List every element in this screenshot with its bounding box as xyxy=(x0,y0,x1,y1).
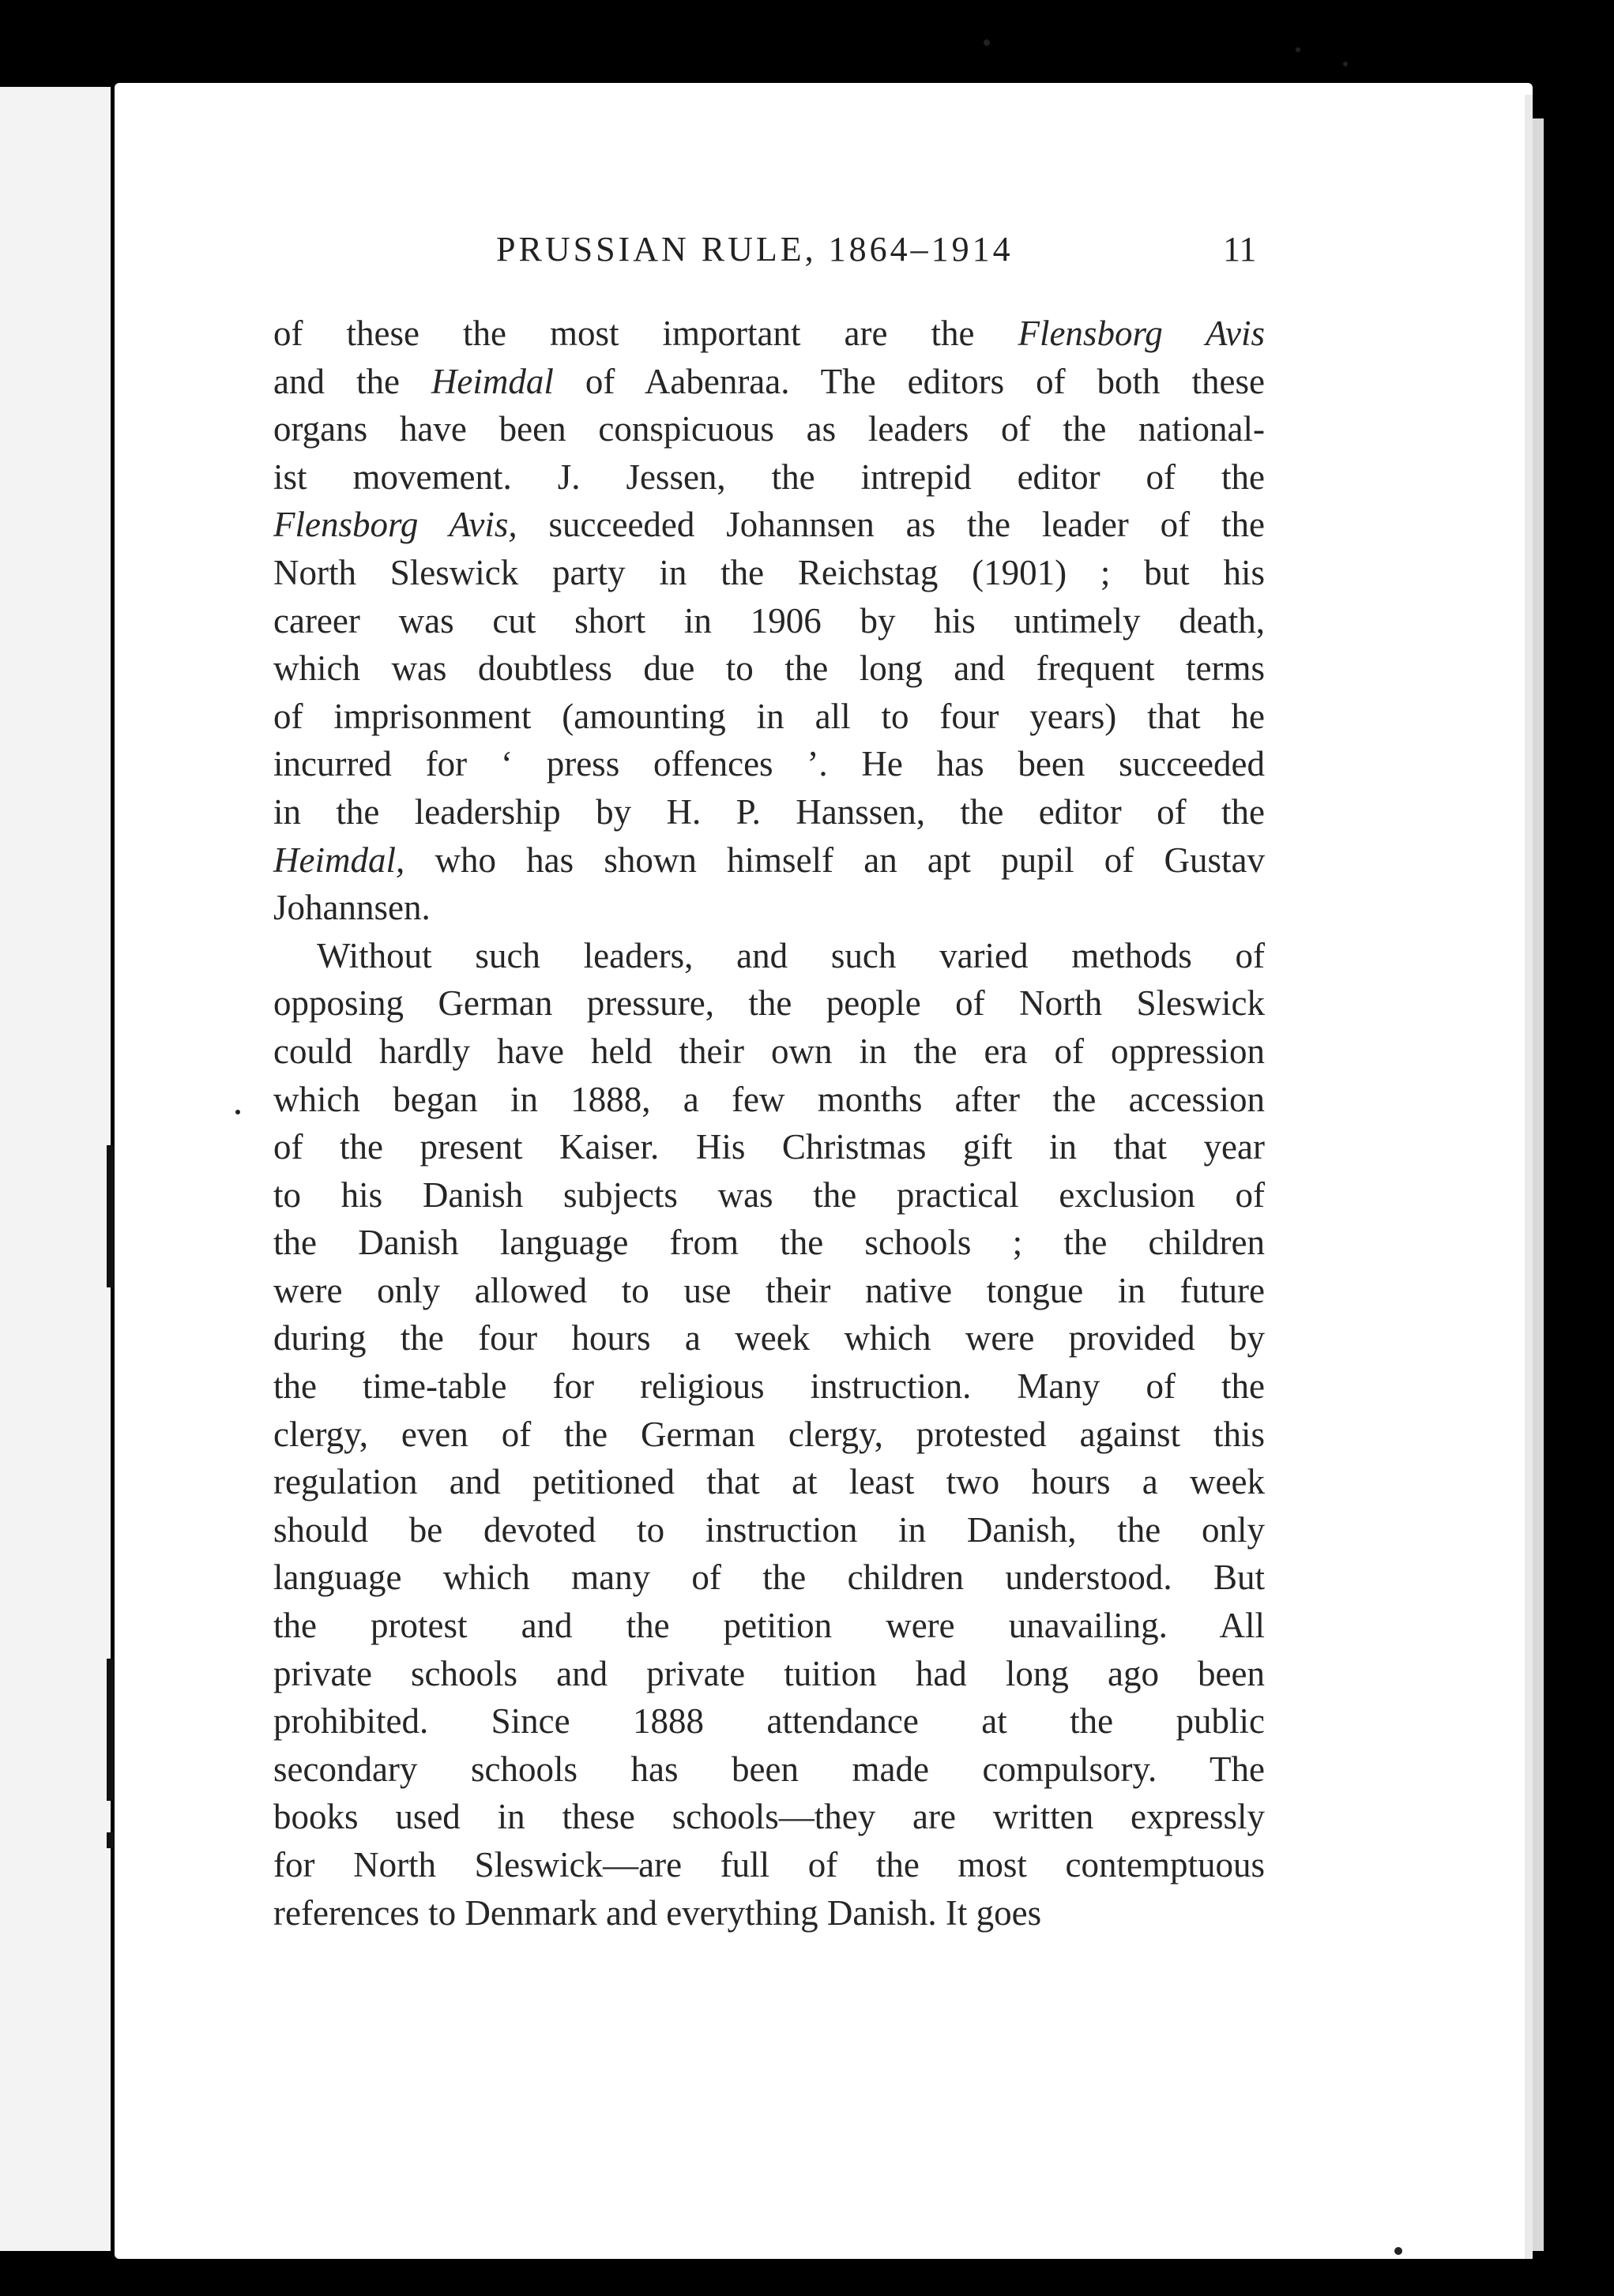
text-run: private schools and private tuition had long ago been xyxy=(273,1653,1265,1693)
text-line xyxy=(273,1362,1265,1411)
text-run: secondary schools has been made compulsory. The xyxy=(273,1749,1265,1789)
text-line xyxy=(273,1171,1265,1219)
text-run: books used in these schools—they are written expressly xyxy=(273,1797,1265,1837)
scan-speck xyxy=(1394,2247,1402,2255)
text-line xyxy=(273,597,1265,645)
text-line xyxy=(273,1602,1265,1650)
text-run: could hardly have held their own in the era of oppression xyxy=(273,1031,1265,1071)
text-run: who has shown himself an apt pupil of Gustav xyxy=(404,840,1265,880)
scan-speck xyxy=(1296,47,1300,52)
text-run: were only allowed to use their native tongue in future xyxy=(273,1270,1265,1310)
facing-page-edge xyxy=(0,87,111,2251)
text-line xyxy=(273,932,1265,980)
text-line xyxy=(273,884,1265,932)
text-run: the time-table for religious instruction. Many of the xyxy=(273,1366,1265,1407)
text-run: Without such leaders, and such varied methods of xyxy=(317,935,1265,975)
text-line xyxy=(273,405,1265,453)
text-run: the Danish language from the schools ; the children xyxy=(273,1223,1265,1263)
text-run: to his Danish subjects was the practical exclusion of xyxy=(273,1174,1265,1215)
text-run: the protest and the petition were unavailing. All xyxy=(273,1606,1265,1646)
text-run: organs have been conspicuous as leaders of the national- xyxy=(273,409,1265,449)
scan-speck xyxy=(235,1110,240,1114)
text-line xyxy=(273,788,1265,836)
text-run: during the four hours a week which were provided by xyxy=(273,1318,1265,1358)
text-line xyxy=(273,1411,1265,1459)
text-run: for North Sleswick—are full of the most contemptuous xyxy=(273,1845,1265,1885)
text-run: of these the most important are the xyxy=(273,314,1018,353)
body-text xyxy=(273,310,1265,1937)
text-line xyxy=(273,358,1265,406)
text-run: North Sleswick party in the Reichstag (1901) ; but his xyxy=(273,552,1265,592)
text-run: clergy, even of the German clergy, protested against this xyxy=(273,1414,1265,1454)
text-line xyxy=(273,1028,1265,1076)
text-line xyxy=(273,1841,1265,1889)
text-run: Johannsen. xyxy=(273,888,431,928)
text-run: opposing German pressure, the people of North Sleswick xyxy=(273,983,1265,1024)
text-run: career was cut short in 1906 by his untimely death, xyxy=(273,600,1265,641)
text-run: regulation and petitioned that at least two hours a week xyxy=(273,1462,1265,1502)
text-line xyxy=(273,836,1265,885)
text-line xyxy=(273,1314,1265,1362)
text-line xyxy=(273,1506,1265,1554)
text-line xyxy=(273,979,1265,1028)
text-run: prohibited. Since 1888 attendance at the public xyxy=(273,1701,1265,1742)
text-line xyxy=(273,453,1265,502)
text-line xyxy=(273,644,1265,693)
text-line xyxy=(273,1554,1265,1602)
text-run: of the present Kaiser. His Christmas gift in that year xyxy=(273,1127,1265,1167)
text-run: language which many of the children understood. But xyxy=(273,1558,1265,1598)
scan-speck xyxy=(984,39,990,46)
text-run: in the leadership by H. P. Hanssen, the editor of the xyxy=(273,791,1265,832)
page-number: 11 xyxy=(1223,230,1257,269)
text-line xyxy=(273,1745,1265,1794)
text-line xyxy=(273,1267,1265,1315)
text-line xyxy=(273,1219,1265,1267)
text-line xyxy=(273,1458,1265,1506)
text-line xyxy=(273,740,1265,788)
page-stack-edge xyxy=(1525,95,1533,2259)
scan-speck xyxy=(1343,62,1348,66)
text-run: ist movement. J. Jessen, the intrepid editor of the xyxy=(273,457,1265,497)
text-line xyxy=(273,501,1265,549)
italic-title: Heimdal xyxy=(431,361,554,401)
text-line xyxy=(273,1076,1265,1124)
gutter-mark xyxy=(107,1145,114,1287)
text-line xyxy=(273,1650,1265,1698)
text-run: which began in 1888, a few months after the accession xyxy=(273,1079,1265,1119)
running-head: PRUSSIAN RULE, 1864–1914 xyxy=(496,230,1014,269)
text-run: of imprisonment (amounting in all to four years) that he xyxy=(273,696,1265,736)
gutter-mark xyxy=(107,1659,114,1801)
text-run: of Aabenraa. The editors of both these xyxy=(553,361,1265,401)
text-run: references to Denmark and everything Danish. It goes xyxy=(273,1892,1042,1933)
text-run: should be devoted to instruction in Danish, the only xyxy=(273,1509,1265,1550)
italic-title: Heimdal, xyxy=(273,840,405,880)
text-run: incurred for ‘ press offences ’. He has been succeeded xyxy=(273,744,1265,784)
italic-title: Flensborg Avis, xyxy=(273,505,517,545)
text-line xyxy=(273,549,1265,597)
text-line xyxy=(273,1123,1265,1171)
text-line xyxy=(273,1697,1265,1745)
text-line xyxy=(273,310,1265,358)
page-stack-edge xyxy=(1533,118,1544,2251)
text-line xyxy=(273,1889,1265,1937)
text-run: and the xyxy=(273,361,431,401)
italic-title: Flensborg Avis xyxy=(1018,314,1265,353)
gutter-mark xyxy=(107,1832,114,1848)
text-line xyxy=(273,693,1265,741)
text-run: succeeded Johannsen as the leader of the xyxy=(517,505,1265,545)
text-line xyxy=(273,1793,1265,1841)
text-run: which was doubtless due to the long and frequent terms xyxy=(273,648,1265,689)
